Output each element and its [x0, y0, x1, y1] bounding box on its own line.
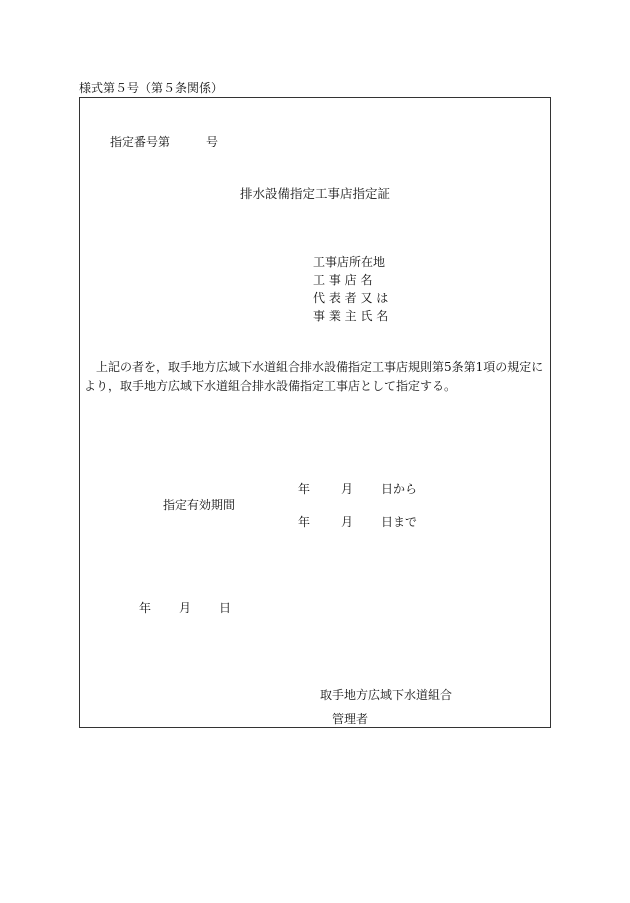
validity-from-month: 月	[341, 482, 354, 496]
issuer-title: 管理者	[332, 712, 369, 726]
designation-statement-text: 上記の者を，取手地方広域下水道組合排水設備指定工事店規則第5条第1項の規定により，取手地方広域下水道組合排水設備指定工事店として指定する。	[84, 360, 544, 393]
field-label-representative: 代 表 者 又 は	[313, 291, 389, 305]
issuer-organization: 取手地方広域下水道組合	[320, 688, 453, 702]
designation-statement	[84, 358, 546, 396]
form-number-label: 様式第５号（第５条関係）	[79, 81, 224, 95]
field-label-owner-name: 事 業 主 氏 名	[313, 309, 389, 323]
issue-date-month: 月	[179, 601, 192, 615]
field-label-shop-name: 工 事 店 名	[313, 273, 373, 287]
validity-until-month: 月	[341, 515, 354, 529]
validity-until-day: 日まで	[381, 515, 418, 529]
validity-from-year: 年	[298, 482, 311, 496]
issue-date-year: 年	[139, 601, 152, 615]
field-label-address: 工事店所在地	[313, 255, 386, 269]
issue-date-day: 日	[219, 601, 232, 615]
designation-number-suffix: 号	[206, 135, 219, 149]
validity-period-label: 指定有効期間	[163, 498, 236, 512]
validity-from-day: 日から	[381, 482, 418, 496]
certificate-title: 排水設備指定工事店指定証	[239, 186, 390, 201]
validity-until-year: 年	[298, 515, 311, 529]
designation-number-prefix: 指定番号第	[110, 135, 171, 149]
